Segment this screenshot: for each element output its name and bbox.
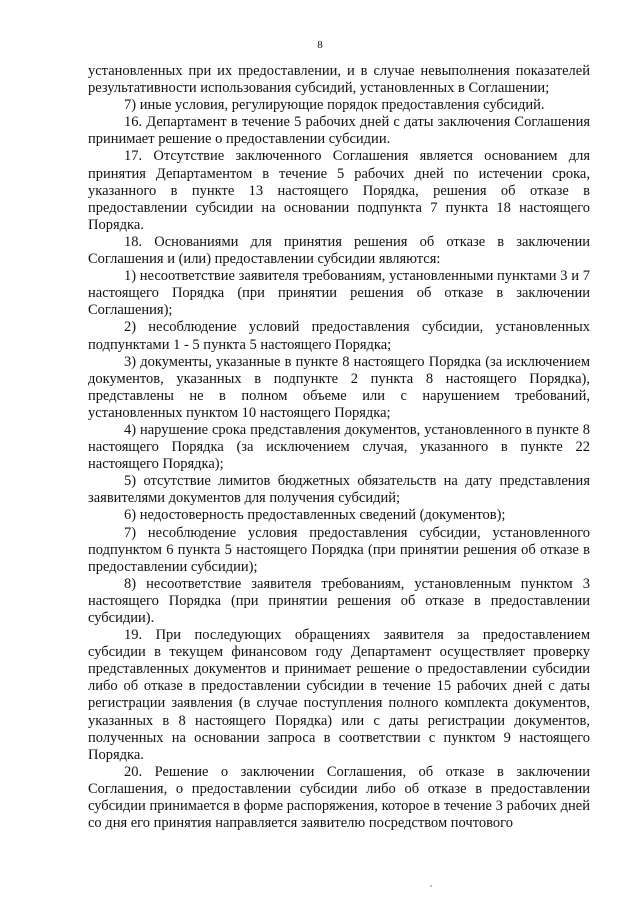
paragraph-18-item-1: 1) несоответствие заявителя требованиям, установленными пунктами 3 и 7 настоящего Порядка (при принятии решения об отказе в заключении Соглашения); bbox=[88, 268, 590, 319]
paragraph-18-item-3: 3) документы, указанные в пункте 8 настоящего Порядка (за исключением документов, указанных в подпункте 2 пункта 8 настоящего Порядка), представлены не в полном объеме или с нарушением требований, установленных пунктом 10 настоящего Порядка; bbox=[88, 353, 590, 421]
paragraph-18-item-7: 7) несоблюдение условия предоставления субсидии, установленного подпунктом 6 пункта 5 настоящего Порядка (при принятии решения об отказе в предоставлении субсидии); bbox=[88, 524, 590, 575]
paragraph-18-item-4: 4) нарушение срока представления документов, установленного в пункте 8 настоящего Порядка (за исключением случая, указанного в пункте 22 настоящего Порядка); bbox=[88, 421, 590, 473]
paragraph-item-7: 7) иные условия, регулирующие порядок предоставления субсидий. bbox=[124, 97, 545, 114]
paragraph-19: 19. При последующих обращениях заявителя за предоставлением субсидии в текущем финансовом году Департамент осуществляет проверку представленных документов и принимает решение о предоставлении субсидии либо об отказе в предоставлении субсидии в течение 15 рабочих дней с даты регистрации заявления (в случае поступления полного комплекта документов, указанных в 8 настоящего Порядка) или с даты регистрации документов, полученных на основании запроса в соответствии с пунктом 9 настоящего Порядка. bbox=[88, 627, 590, 763]
paragraph-continuation: установленных при их предоставлении, и в случае невыполнения показателей результативности использования субсидий, установленных в Соглашении; bbox=[88, 63, 590, 97]
paragraph-18-item-8: 8) несоответствие заявителя требованиям, установленным пунктом 3 настоящего Порядка (при принятии решения об отказе в предоставлении субсидии). bbox=[88, 575, 590, 626]
paragraph-18-item-6: 6) недостоверность предоставленных сведений (документов); bbox=[124, 507, 506, 524]
paragraph-18-item-2: 2) несоблюдение условий предоставления субсидии, установленных подпунктами 1 - 5 пункта 5 настоящего Порядка; bbox=[88, 319, 590, 353]
scan-speck bbox=[430, 885, 432, 887]
paragraph-18-item-5: 5) отсутствие лимитов бюджетных обязательств на дату представления заявителями документов для получения субсидий; bbox=[88, 473, 590, 507]
document-body bbox=[88, 63, 590, 832]
paragraph-20: 20. Решение о заключении Соглашения, об отказе в заключении Соглашения, о предоставлении субсидии либо об отказе в предоставлении субсидии принимается в форме распоряжения, которое в течение 3 рабочих дней со дня его принятия направляется заявителю посредством почтового bbox=[88, 763, 590, 832]
paragraph-18: 18. Основаниями для принятия решения об отказе в заключении Соглашения и (или) предоставлении субсидии являются: bbox=[88, 233, 590, 268]
paragraph-16: 16. Департамент в течение 5 рабочих дней с даты заключения Соглашения принимает решение о предоставлении субсидии. bbox=[88, 114, 590, 148]
page-number: 8 bbox=[317, 39, 323, 51]
paragraph-17: 17. Отсутствие заключенного Соглашения является основанием для принятия Департаментом в течение 5 рабочих дней по истечении срока, указанного в пункте 13 настоящего Порядка, решения об отказе в предоставлении субсидии на основании подпункта 7 пункта 18 настоящего Порядка. bbox=[88, 148, 590, 233]
